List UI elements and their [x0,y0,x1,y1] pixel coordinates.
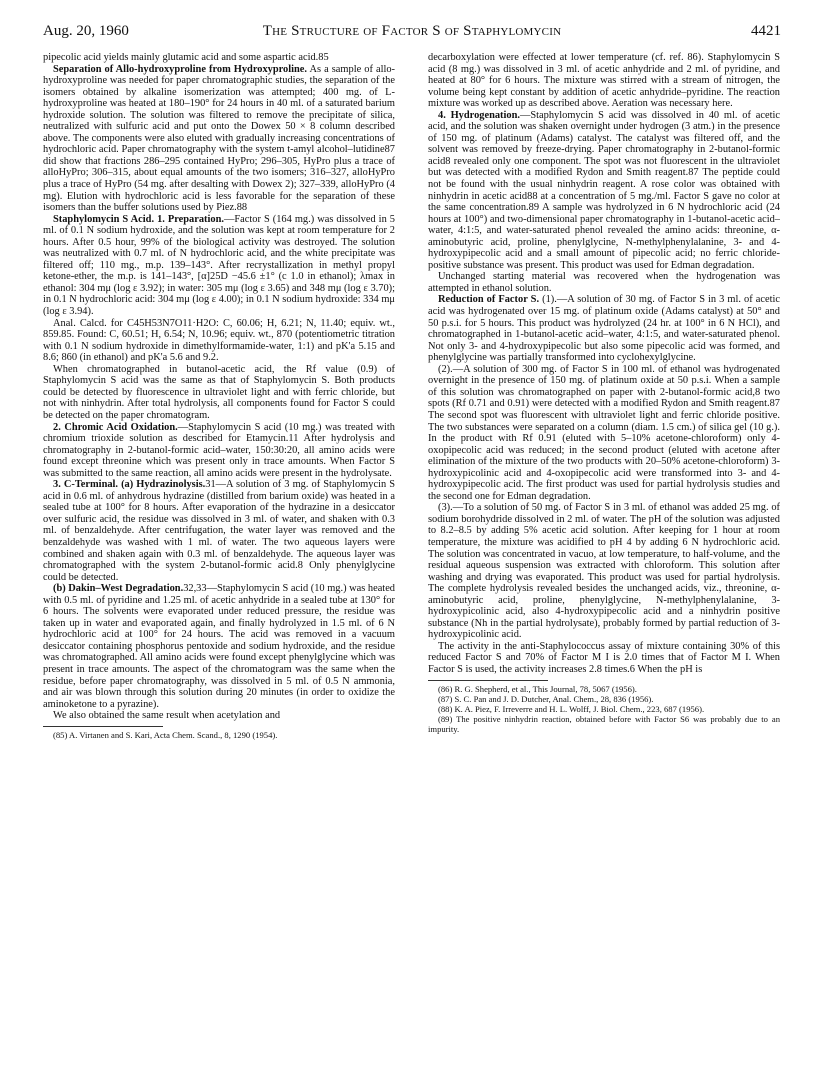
right-column [428,52,780,1047]
section-heading: 3. C-Terminal. (a) Hydrazinolysis. [53,479,206,491]
paragraph [43,64,395,214]
paragraph-text: —Staphylomycin S acid (10 mg.) was treated with chromium trioxide solution as described for Etamycin.11 After hydrolysis and chromatography in 2-butanol-formic acid–water, 150:30:20, all amino acids were found except threonine which was present only in trace amounts. When Factor S was submitted to the same reaction, all amino acids were present in the hydrolysate. [43,421,395,479]
paragraph [43,422,395,480]
paragraph [428,110,780,272]
paragraph [43,214,395,318]
paragraph-text: As a sample of allo-hydroxyproline was needed for paper chromatographic studies, the separation of the isomers obtained by alkaline isomerization was attempted; 400 mg. of L-hydroxyproline was heated at 180–190° for 24 hours in 40 ml. of a saturated barium hydroxide solution. The solution was filtered to remove the precipitate of silica, neutralized with sulfuric acid and put onto the Dowex 50 × 8 column described above. The components were also eluted with gradually increasing concentrations of hydrochloric acid. Paper chromatography with the system t-amyl alcohol–lutidine87 did show that fractions 286–295 contained HyPro; 296–305, HyPro plus a trace of alloHyPro; 306–315, about equal amounts of the two isomers; 316–327, alloHyPro plus a trace of HyPro (54 mg. after desalting with Dowex 2); 327–339, alloHyPro (4 mg). Elution with hydrochloric acid is less favorable for the separation of these isomers than the buffer solutions used by Piez.88 [43,63,395,214]
paragraph: (3).—To a solution of 50 mg. of Factor S in 3 ml. of ethanol was added 25 mg. of sodium borohydride dissolved in 2 ml. of water. The pH of the solution was adjusted to 8.2–8.5 by adding 5% acetic acid solution. After keeping for 1 hour at room temperature, the mixture was acidified to pH 4 by adding 6 N hydrochloric acid. The solution was concentrated in vacuo, at low temperature, to half-volume, and the residual aqueous suspension was extracted with chloroform. This solution after washing and drying was evaporated. This product was used for partial hydrolysis. The complete hydrolysis revealed besides the unchanged acids, viz., threonine, α-aminobutyric acid, proline, phenylglycine, N-methylphenylalanine, 3-hydroxypicolinic acid, also 4-hydroxypipecolic acid and a ninhydrin positive substance (Nh in the partial hydrolysate), probably formed by partial reduction of 3-hydroxypicolinic acid. [428,502,780,641]
left-column [43,52,395,1047]
footnote-rule [43,726,163,727]
paragraph: We also obtained the same result when acetylation and [53,710,281,722]
section-heading: 4. Hydrogenation. [438,109,520,121]
paragraph [43,583,395,710]
section-heading: Reduction of Factor S. [438,294,540,306]
paragraph-text: —Factor S (164 mg.) was dissolved in 5 ml. of 0.1 N sodium hydroxide, and the solution was kept at room temperature for 2 hours. After 0.5 hour, 99% of the biological activity was destroyed. The solution was neutralized with 0.7 ml. of N hydrochloric acid, and the white precipitate was filtered off; 110 mg., m.p. 139–143°. After recrystallization in methyl propyl ketone-ether, the m.p. is 141–143°, [α]25D −45.6 ±1° (c 1.0 in ethanol); λmax in ethanol: 304 mμ (log ε 3.92); in water: 305 mμ (log ε 3.65) and 348 mμ (log ε 3.70); in 0.1 N hydrochloric acid: 304 mμ (log ε 4.00); in 0.1 N sodium hydroxide: 334 mμ (log ε 3.94). [43,213,395,318]
paragraph-text: —Staphylomycin S acid was dissolved in 40 ml. of acetic acid, and the solution was shaken overnight under hydrogen (3 atm.) in the presence of 150 mg. of platinum (Adams) catalyst. The catalyst was filtered off, and the solvent was removed by freeze-drying. Paper chromatography in 2-butanol-formic acid8 revealed only one component. The spot was not fluorescent in the ultraviolet but was detected with a modified Rydon and Smith reagent.87 The peptide could not be found with the usual ninhydrin reagent. A rose color was obtained with ninhydrin in acetic acid88 at a concentration of 5 mg./ml. Factor S gave no color at the same concentration.89 A sample was hydrolyzed in 6 N hydrochloric acid (24 hours at 100°) and two-dimensional paper chromatography in 1-butanol-acetic acid–water, 4:1:5, and water-saturated phenol revealed the amino acids: threonine, α-aminobutyric acid, proline, phenylglycine, N-methylphenylalanine, 3- and 4-hydroxypipecolic acid and a small amount of pipecolic acid; no ferric chloride-positive substance was present. This product was used for Edman degradation. [428,109,780,271]
page-header [43,20,781,42]
paragraph: (2).—A solution of 300 mg. of Factor S in 100 ml. of ethanol was hydrogenated overnight in the presence of 150 mg. of platinum oxide at 50 p.s.i. When a sample of this solution was chromatographed on paper with 2-butanol-formic acid,8 two spots (Rf 0.71 and 0.91) were detected with a modified Rydon and Smith reagent.87 The second spot was fluorescent with ultraviolet light and ferric chloride positive. The two substances were separated on a column (diam. 1.5 cm.) of silica gel (10 g.). In the product with Rf 0.91 (eluted with 5–10% acetone-chloroform) only 4-oxopipecolic acid was reduced; in the second product (eluted with acetone after elimination of the mixture of the two products with 20–50% acetone-chloroform) 3-hydroxypicolinic acid and 4-oxopipecolic acid were transformed into 3- and 4-hydroxypipecolic acid. The first product was used for partial hydrolysis studies and the second one for Edman degradation. [428,363,780,502]
page-number: 4421 [751,23,781,39]
paragraph: pipecolic acid yields mainly glutamic acid and some aspartic acid.85 [43,52,329,63]
footnote: (87) S. C. Pan and J. D. Dutcher, Anal. Chem., 28, 836 (1956). [438,693,654,704]
paragraph-text: 32,33—Staphylomycin S acid (10 mg.) was heated with 0.5 ml. of pyridine and 1.25 ml. of acetic anhydride in a sealed tube at 130° for 6 hours. The solvents were evaporated under reduced pressure, the residue was taken up in water and evaporated again, and finally hydrolyzed in 1.5 ml. of 6 N hydrochloric acid at 100° for 24 hours. The acid was removed in a vacuum desiccator containing phosphorus pentoxide and sodium hydroxide, and the residue was chromatographed. All amino acids were found except phenylglycine which was present in trace amounts. The aspect of the chromatogram was the same when the residue, before paper chromatography, was dissolved in 5 ml. of 0.5 N ammonia, and air was blown through this solution during 20 minutes (in order to oxidize the aminoketone to a pyrazine). [43,583,395,710]
section-heading: (b) Dakin–West Degradation. [53,583,184,595]
paragraph-text: 31—A solution of 3 mg. of Staphylomycin S acid in 0.6 ml. of anhydrous hydrazine (distilled from barium oxide) was heated in a sealed tube at 100° for 8 hours. After evaporation of the hydrazine in a desiccator over sulfuric acid, the residue was dissolved in 3 ml. of water, and shaken with 0.3 ml. of benzaldehyde. After centrifugation, the water layer was removed and the benzaldehyde was washed with 1 ml. of water. The two aqueous layers were combined and shaken again with 0.3 ml. of benzaldehyde. The aqueous layer was chromatographed with the system 2-butanol-formic acid.8 Only phenylglycine could be detected. [43,479,395,583]
paragraph: The activity in the anti-Staphylococcus assay of mixture containing 30% of this reduced Factor S and 70% of Factor M I is 2.0 times that of Factor M I. When Factor S is used, the activity increases 2.8 times.6 When the pH is [428,640,780,675]
paragraph [428,294,780,363]
paragraph: Unchanged starting material was recovered when the hydrogenation was attempted in ethanol solution. [428,271,780,294]
footnote: (89) The positive ninhydrin reaction, obtained before with Factor S6 was probably due to an impurity. [428,714,780,735]
paragraph: decarboxylation were effected at lower temperature (cf. ref. 86). Staphylomycin S acid (8 mg.) was dissolved in 3 ml. of acetic anhydride and 2 ml. of pyridine, and heated at 80° for 6 hours. The mixture was stirred with a stream of nitrogen, the volume being kept constant by addition of acetic anhydride–pyridine. The reaction mixture was worked up as described above. Aeration was necessary here. [428,52,780,110]
section-heading: Staphylomycin S Acid. 1. Preparation. [53,213,224,225]
running-title: The Structure of Factor S of Staphylomycin [262,23,562,39]
paragraph-text: (1).—A solution of 30 mg. of Factor S in 3 ml. of acetic acid was hydrogenated over 15 mg. of platinum oxide (Adams catalyst) at 50° and 50 p.s.i. for 5 hours. This product was hydrolyzed (24 hr. at 100° in 6 N HCl), and chromatographed in 1-butanol-acetic acid–water, 4:1:5, and water-saturated phenol. Not only 3- and 4-hydroxypipecolic but also some pipecolic acid was formed, and phenylglycine was partially transformed into cyclohexylglycine. [428,294,780,364]
paragraph: Anal. Calcd. for C45H53N7O11·H2O: C, 60.06; H, 6.21; N, 11.40; equiv. wt., 859.85. Found: C, 60.51; H, 6.54; N, 10.96; equiv. wt., 870 (potentiometric titration with 0.1 N sodium hydroxide in dimethylformamide-water, 1:1) and pK'a 5.15 and 8.6; 860 (in ethanol) and pK'a 5.6 and 9.2. [43,317,395,364]
footnote: (88) K. A. Piez, F. Irreverre and H. L. Wolff, J. Biol. Chem., 223, 687 (1956). [438,703,705,714]
section-heading: Separation of Allo-hydroxyproline from Hydroxyproline. [53,63,308,75]
paragraph: When chromatographed in butanol-acetic acid, the Rf value (0.9) of Staphylomycin S acid was the same as that of Staphylomycin S. Both products could be detected by fluorescence in ultraviolet light and with ferric chloride, but not with ninhydrin. After total hydrolysis, all components found for Factor S could be detected on the paper chromatogram. [43,363,395,421]
section-heading: 2. Chromic Acid Oxidation. [53,421,178,433]
footnote-rule [428,680,548,681]
paragraph [43,479,395,583]
footnote: (86) R. G. Shepherd, et al., This Journal, 78, 5067 (1956). [438,683,637,694]
header-date: Aug. 20, 1960 [43,23,129,39]
footnote: (85) A. Virtanen and S. Kari, Acta Chem. Scand., 8, 1290 (1954). [53,729,278,740]
